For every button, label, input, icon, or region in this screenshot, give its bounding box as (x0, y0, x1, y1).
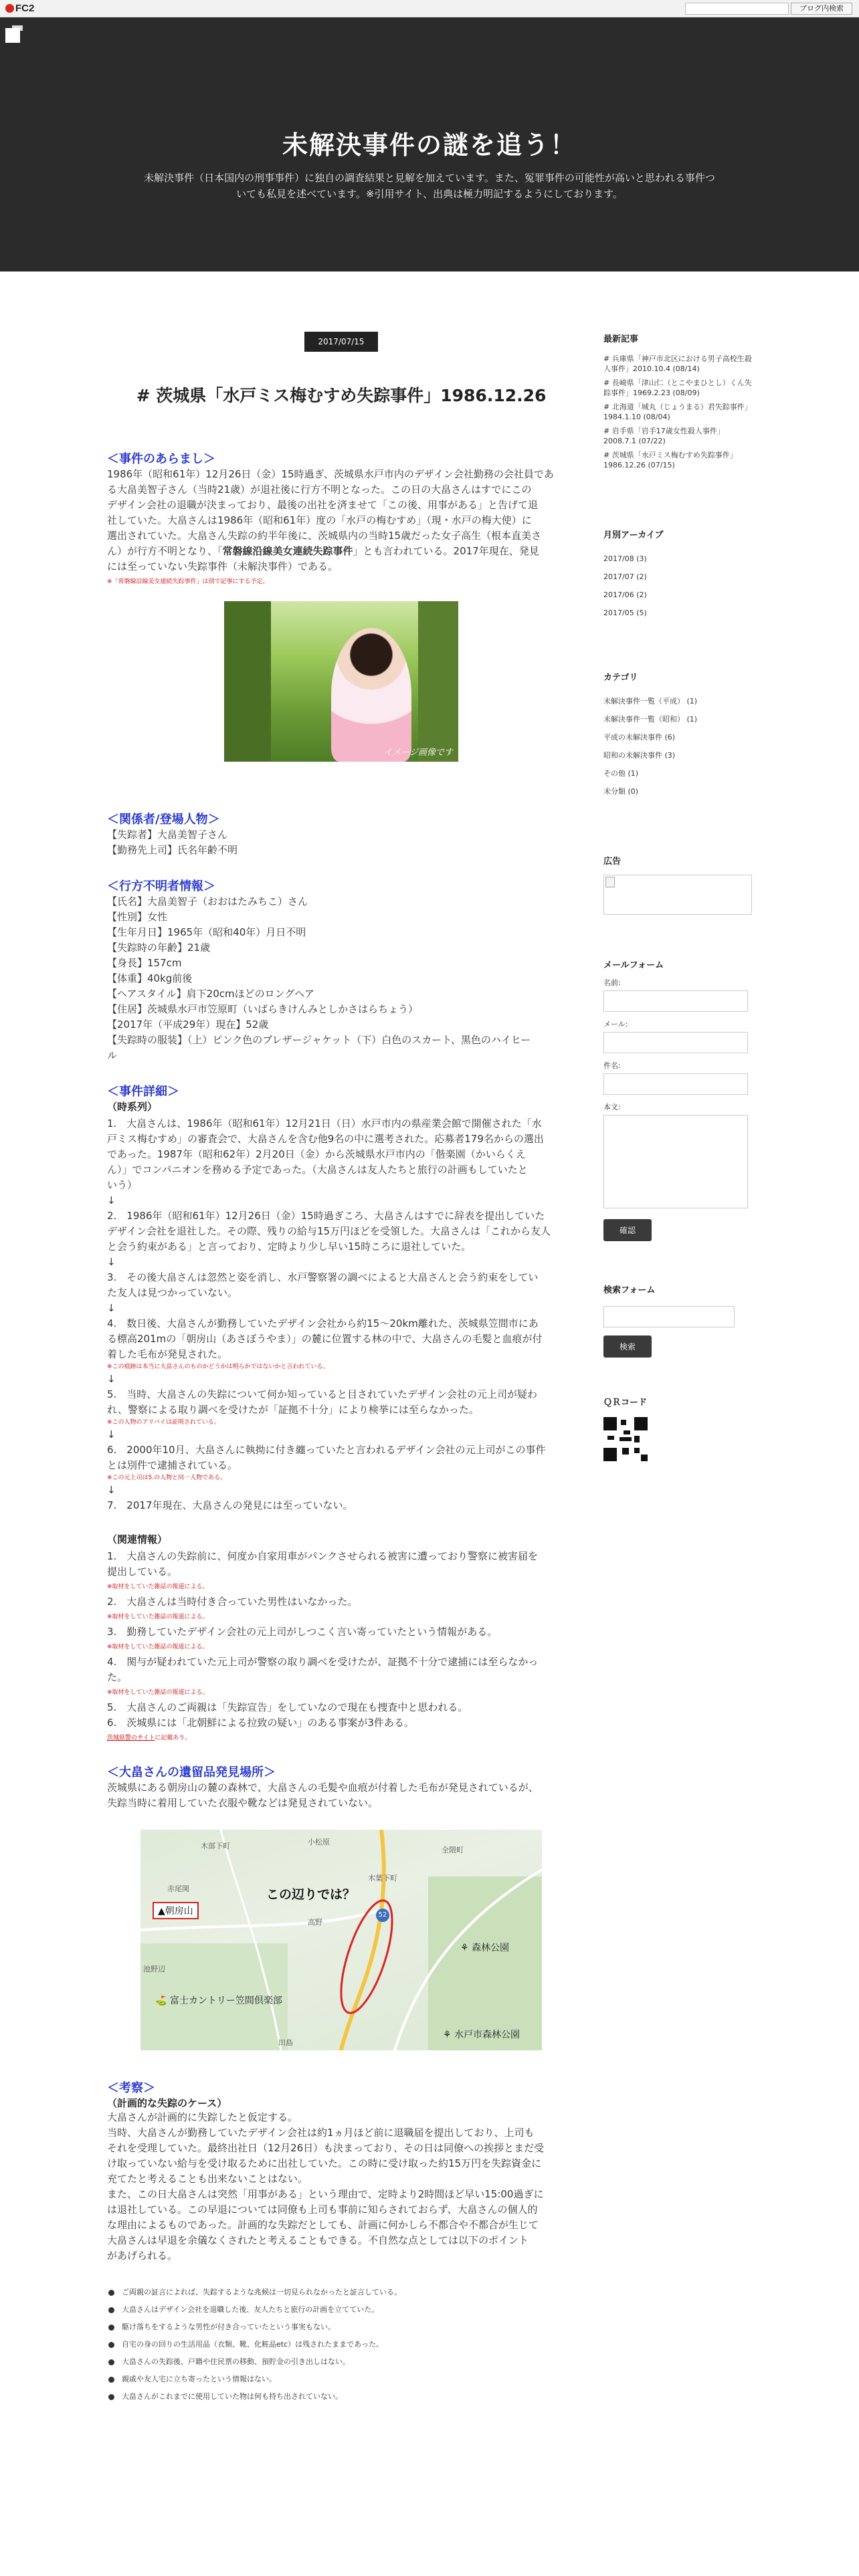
broken-image-icon (605, 877, 615, 887)
sidebar-search-button[interactable]: 検索 (603, 1335, 652, 1358)
category-list (603, 692, 752, 800)
fc2-logo-icon (5, 4, 14, 13)
outline-text: 1986年（昭和61年）12月26日（金）15時過ぎ、茨城県水戸市内のデザイン会社勤務の会社員であ る大畠美智子さん（当時21歳）が退社後に行方不明となった。この日の大畠さんはすでにこの デザイン会社の退職が決まっており、最後の出社を済ませて「この後、用事がある」と告げて退 社していた。大畠さんは1986年（昭和61年）度の「水戸の梅むすめ」（現・水戸の梅大使）に 選出されていた。大畠さん失踪の約半年後に、茨城県内の当時15歳だった女子高生（根本直美さ ん）が行方不明となり、「常磐線沿線美女連続失踪事件」とも言われている。2017年現在、発見 には至っていない失踪事件（未解決事件）である。 (107, 468, 554, 572)
map-golf-label: ⛳ 富士カントリー笠間倶楽部 (155, 1996, 282, 2006)
recent-posts-title: 最新記事 (603, 334, 639, 344)
consideration-text: 大畠さんが計画的に失踪したと仮定する。 当時、大畠さんが勤務していたデザイン会社は約1ヵ月ほど前に退職届を提出しており、上司も それを受理していた。最終出社日（12月26日）も決まっており、その日は同僚への挨拶とまだ受 け取っていない給与を受け取るために出社していた。この時に受け取った約15万円を失踪資金に 充てたと考えることも出来ないことはない。 また、この日大畠さんは突然「用事がある」という理由で、定時より2時間ほど早い15:00過ぎに は退社している。この早退については同僚も上司も事前に知らされておらず、大畠さんの個人的 な理由によるものであった。計画的な失踪だとしても、計画に何かしら不都合や不都合が生じて 大畠さんは早退を余儀なくされたと考えることもできる。不自然な点としては以下のポイント があげられる。 (107, 2111, 545, 2262)
list-item: 大畠さんはデザイン会社を退職した後、友人たちと旅行の計画を立てていた。 (107, 2301, 575, 2319)
consideration-subheading: （計画的な失踪のケース） (107, 2097, 227, 2109)
qr-code-icon (603, 1417, 648, 1461)
search-form-title: 検索フォーム (603, 1285, 656, 1295)
post-title[interactable]: # 茨城県「水戸ミス梅むすめ失踪事件」1986.12.26 (136, 386, 547, 405)
recent-post-link[interactable]: # 茨城県「水戸ミス梅むすめ失踪事件」1986.12.26 (07/15) (603, 451, 737, 469)
related-subheading: （関連情報） (107, 1533, 168, 1545)
site-icon[interactable] (5, 24, 24, 43)
site-description: 未解決事件（日本国内の刑事事件）に独自の調査結果と見解を加えています。また、冤罪事件の可能性が高いと思われる事件つ いても私見を述べています。※引用サイト、出典は極力明記するようにしております。 (144, 172, 715, 200)
qr-title: ＱＲコード (603, 1398, 648, 1408)
map-park2-label: ⚘ 水戸市森林公園 (443, 2030, 520, 2040)
photo-caption: イメージ画像です (383, 748, 453, 758)
mail-email-input[interactable] (603, 1032, 748, 1053)
archive-link[interactable]: 2017/08 (3) (603, 554, 647, 563)
image-photo (224, 601, 458, 762)
mail-name-input[interactable] (603, 990, 748, 1012)
ad-title: 広告 (603, 857, 622, 867)
recent-post-link[interactable]: # 兵庫県「神戸市北区における男子高校生殺人事件」2010.10.4 (08/14) (603, 354, 752, 373)
category-link[interactable]: 昭和の未解決事件 (3) (603, 751, 676, 760)
mail-body-textarea[interactable] (603, 1115, 748, 1208)
category-link[interactable]: 未解決事件一覧（昭和） (1) (603, 715, 698, 724)
article (107, 332, 575, 2405)
missing-info-list: 【氏名】大畠美智子（おおはたみちこ）さん 【性別】女性 【生年月日】1965年（昭和40年）月日不明 【失踪時の年齢】21歳 【身長】157cm 【体重】40kg前後 【ヘアスタイル】肩下20cmほどのロングヘア 【住居】茨城県水戸市笠原町（いばらきけんみとしかさはらちょう） 【2017年（平成29年）現在】52歳 【失踪時の服装】（上）ピンク色のブレザージャケット（下）白色のスカート、黒色のハイヒー ル (107, 895, 531, 1061)
site-title[interactable]: 未解決事件の謎を追う！ (282, 130, 577, 160)
points-list (107, 2284, 575, 2405)
list-item: 自宅の身の回りの生活用品（衣類、靴、化粧品etc）は残されたままであった。 (107, 2336, 575, 2353)
fc2-toolbar (0, 0, 859, 17)
category-title: カテゴリ (603, 673, 638, 683)
recent-post-link[interactable]: # 岩手県「岩手17歳女性殺人事件」2008.7.1 (07/22) (603, 427, 725, 445)
people-list: 【失踪者】大畠美智子さん 【勤務先上司】氏名年齢不明 (107, 829, 238, 856)
list-item: 親戚や友人宅に立ち寄ったという情報はない。 (107, 2371, 575, 2388)
sidebar (603, 332, 752, 1461)
sidebar-search-input[interactable] (603, 1306, 735, 1327)
kimono-woman-illustration (331, 628, 411, 762)
section-outline: ＜事件のあらまし＞ (107, 452, 215, 466)
ibaraki-police-link[interactable]: 茨城県警のサイト (107, 1735, 155, 1741)
related-info: 1. 大畠さんの失踪前に、何度か自家用車がパンクさせられる被害に遭っており警察に被害届を 提出している。 ※取材をしていた雑誌の報道による。 2. 大畠さんは当時付き合っていた男性はいなかった。 ※取材をしていた雑誌の報道による。 3. 勤務していたデザイン会社の元上司がしつこく言い寄っていたという情報がある。 ※取材をしていた雑誌の報道による。 4. 関与が疑われていた元上司が警察の取り調べを受けたが、証拠不十分で逮捕には至らなかっ た。 ※取材をしていた雑誌の報道による。 5. 大畠さんのご両親は「失踪宣告」をしていなので現在も捜査中と思われる。 6. 茨城県には「北朝鮮による拉致の疑い」のある事案が3件ある。 茨城県警のサイトに記載あり。 (107, 1550, 539, 1741)
list-item: 大畠さんの失踪後、戸籍や住民票の移動、預貯金の引き出しはない。 (107, 2353, 575, 2371)
mail-subject-label: 件名: (603, 1061, 621, 1070)
blog-search-button[interactable]: ブログ内検索 (791, 3, 852, 15)
mail-body-label: 本文: (603, 1103, 621, 1111)
fc2-logo[interactable]: FC2 (5, 3, 34, 14)
map-callout: この辺りでは？ (266, 1887, 356, 1902)
blog-search-input[interactable] (685, 3, 789, 15)
list-item: 駆け落ちをするような男性が付き合っていたという事実もない。 (107, 2319, 575, 2336)
archive-title: 月別アーカイブ (603, 530, 664, 540)
highlight-ellipse (330, 1895, 403, 2019)
mail-confirm-button[interactable]: 確認 (603, 1219, 652, 1241)
list-item: ご両親の証言によれば、失踪するような兆候は一切見られなかったと証言している。 (107, 2284, 575, 2301)
mail-name-label: 名前: (603, 978, 621, 987)
section-relics: ＜大畠さんの遺留品発見場所＞ (107, 1765, 276, 1780)
archive-link[interactable]: 2017/06 (2) (603, 591, 647, 599)
list-item: 大畠さんがこれまでに使用していた物は何も持ち出されていない。 (107, 2388, 575, 2405)
category-link[interactable]: 未分類 (0) (603, 787, 639, 796)
section-details: ＜事件詳細＞ (107, 1085, 179, 1099)
post-date: 2017/07/15 (304, 332, 377, 352)
ad-banner[interactable] (603, 875, 752, 915)
category-link[interactable]: 平成の未解決事件 (6) (603, 733, 676, 742)
map-mountain-label: ▲朝房山 (153, 1902, 199, 1919)
archive-link[interactable]: 2017/07 (2) (603, 572, 647, 581)
mail-form-title: メールフォーム (603, 960, 664, 970)
route-marker: 52 (376, 1909, 389, 1922)
category-link[interactable]: 未解決事件一覧（平成） (1) (603, 697, 698, 706)
recent-post-link[interactable]: # 北海道「城丸（じょうまる）君失踪事件」1984.1.10 (08/04) (603, 403, 752, 421)
category-link[interactable]: その他 (1) (603, 769, 639, 778)
mail-subject-input[interactable] (603, 1073, 748, 1095)
archive-list (603, 550, 752, 622)
site-header (0, 17, 859, 272)
map-roads (140, 1830, 542, 2050)
location-map: この辺りでは？ ▲朝房山 ⛳ 富士カントリー笠間倶楽部 ⚘ 森林公園 ⚘ 水戸市森林公園 木部下町 木葉下町 全隈町 小松原 池野辺 高野 赤尾関 田島 52 (140, 1830, 542, 2050)
recent-posts-list (603, 354, 752, 470)
section-missing-info: ＜行方不明者情報＞ (107, 879, 215, 893)
relics-text: 茨城県にある朝房山の麓の森林で、大畠さんの毛髪や血痕が付着した毛布が発見されているが、 失踪当時に着用していた衣服や靴などは発見されていない。 (107, 1782, 539, 1809)
mail-email-label: メール: (603, 1020, 628, 1029)
outline-note: ※「常磐線沿線美女連続失踪事件」は別で記事にする予定。 (107, 578, 269, 585)
recent-post-link[interactable]: # 長崎県「津山仁（とこやまひとし）くん失踪事件」1969.2.23 (08/09) (603, 379, 752, 397)
details-subheading: （時系列） (107, 1101, 158, 1113)
section-people: ＜関係者/登場人物＞ (107, 813, 220, 827)
details-timeline: 1. 大畠さんは、1986年（昭和61年）12月21日（日）水戸市内の県産業会館で開催された「水 戸ミス梅むすめ」の審査会で、大畠さんを含む他9名の中に選考された。応募者179名からの選出 であった。1987年（昭和62年）2月20日（金）から茨城県水戸市内の「偕楽園（かいらくえ ん）」でコンパニオンを務める予定であった。（大畠さんは友人たちと旅行の計画もしていたと いう） ↓ 2. 1986年（昭和61年）12月26日（金）15時過ぎころ、大畠さんはすでに辞表を提出していた デザイン会社を退社した。その際、残りの給与15万円ほどを受領した。大畠さんは「これから友人 と会う約束がある」と言っており、定時より少し早い15時ころに退社していた。 ↓ 3. その後大畠さんは忽然と姿を消し、水戸警察署の調べによると大畠さんと会う約束をしてい た友人は見つかっていない。 ↓ 4. 数日後、大畠さんが勤務していたデザイン会社から約15〜20km離れた、茨城県笠間市にあ る標高201mの「朝房山（あさぼうやま）」の麓に位置する林の中で、大畠さんの毛髪と血痕が付 着した毛布が発見された。 ※この痕跡は本当に大畠さんのものかどうかは明らかではないかと言われている。 ↓ 5. 当時、大畠さんの失踪について何か知っていると目されていたデザイン会社の元上司が疑わ れ、警察による取り調べを受けたが「証拠不十分」により検挙には至らなかった。 ※この人物のアリバイは証明されている。 ↓ 6. 2000年10月、大畠さんに執拗に付き纏っていたと言われるデザイン会社の元上司がこの事件 とは別件で逮捕されている。 ※この元上司は5.の人物と同一人物である。 ↓ 7. 2017年現在、大畠さんの発見には至っていない。 (107, 1117, 551, 1511)
map-park-label: ⚘ 森林公園 (460, 1943, 510, 1953)
section-consideration: ＜考察＞ (107, 2081, 155, 2095)
archive-link[interactable]: 2017/05 (5) (603, 609, 647, 617)
